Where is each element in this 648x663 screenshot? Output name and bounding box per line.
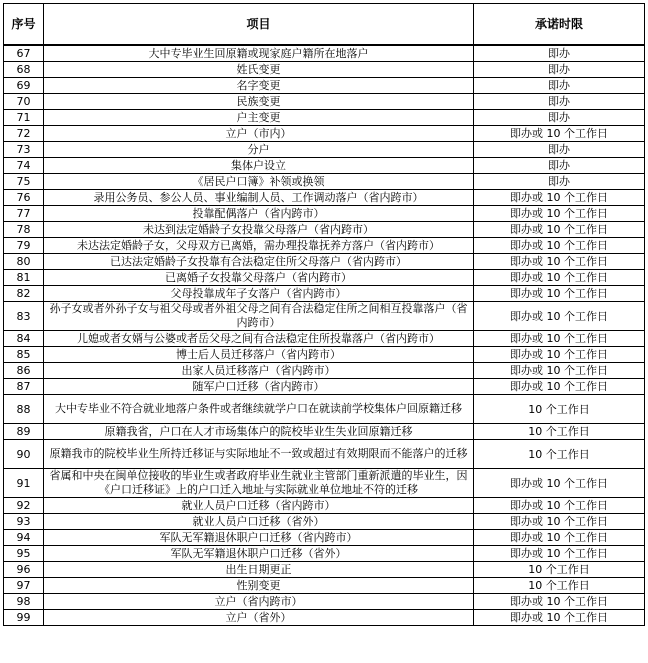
cell-item: 《居民户口簿》补领或换领 xyxy=(44,174,474,190)
cell-limit: 即办或 10 个工作日 xyxy=(474,254,645,270)
cell-item: 孙子女或者外孙子女与祖父母或者外祖父母之间有合法稳定住所之间相互投靠落户（省内跨市） xyxy=(44,302,474,331)
cell-limit: 即办或 10 个工作日 xyxy=(474,238,645,254)
cell-no: 67 xyxy=(4,45,44,62)
table-row xyxy=(4,363,645,379)
cell-limit: 即办 xyxy=(474,174,645,190)
cell-no: 72 xyxy=(4,126,44,142)
header-limit: 承诺时限 xyxy=(474,4,645,46)
table-row xyxy=(4,142,645,158)
cell-limit: 即办或 10 个工作日 xyxy=(474,610,645,626)
table-row xyxy=(4,469,645,498)
cell-item: 省属和中央在闽单位接收的毕业生或者政府毕业生就业主管部门重新派遣的毕业生，因《户口迁移证》上的户口迁入地址与实际就业单位地址不符的迁移 xyxy=(44,469,474,498)
cell-item: 姓氏变更 xyxy=(44,62,474,78)
cell-limit: 即办或 10 个工作日 xyxy=(474,594,645,610)
cell-item: 录用公务员、参公人员、事业编制人员、工作调动落户（省内跨市） xyxy=(44,190,474,206)
table-row xyxy=(4,110,645,126)
cell-item: 未达到法定婚龄子女投靠父母落户（省内跨市） xyxy=(44,222,474,238)
cell-no: 74 xyxy=(4,158,44,174)
cell-no: 78 xyxy=(4,222,44,238)
cell-no: 81 xyxy=(4,270,44,286)
table-row xyxy=(4,594,645,610)
cell-limit: 即办或 10 个工作日 xyxy=(474,498,645,514)
cell-no: 96 xyxy=(4,562,44,578)
cell-no: 93 xyxy=(4,514,44,530)
cell-no: 84 xyxy=(4,331,44,347)
table-row xyxy=(4,424,645,440)
cell-no: 83 xyxy=(4,302,44,331)
cell-no: 95 xyxy=(4,546,44,562)
table-row xyxy=(4,546,645,562)
table-row xyxy=(4,498,645,514)
cell-limit: 即办或 10 个工作日 xyxy=(474,331,645,347)
cell-no: 89 xyxy=(4,424,44,440)
cell-no: 90 xyxy=(4,440,44,469)
table-row xyxy=(4,562,645,578)
cell-limit: 即办或 10 个工作日 xyxy=(474,514,645,530)
cell-no: 69 xyxy=(4,78,44,94)
cell-limit: 即办 xyxy=(474,62,645,78)
cell-item: 大中专毕业生回原籍或现家庭户籍所在地落户 xyxy=(44,45,474,62)
table-body xyxy=(4,45,645,626)
cell-limit: 10 个工作日 xyxy=(474,440,645,469)
cell-limit: 即办或 10 个工作日 xyxy=(474,126,645,142)
table-row xyxy=(4,238,645,254)
cell-item: 随军户口迁移（省内跨市） xyxy=(44,379,474,395)
table-row xyxy=(4,254,645,270)
cell-item: 集体户设立 xyxy=(44,158,474,174)
header-no: 序号 xyxy=(4,4,44,46)
cell-limit: 即办或 10 个工作日 xyxy=(474,302,645,331)
cell-item: 立户（省外） xyxy=(44,610,474,626)
cell-no: 88 xyxy=(4,395,44,424)
cell-no: 91 xyxy=(4,469,44,498)
cell-limit: 即办或 10 个工作日 xyxy=(474,206,645,222)
cell-no: 70 xyxy=(4,94,44,110)
table-row xyxy=(4,530,645,546)
cell-no: 98 xyxy=(4,594,44,610)
cell-item: 分户 xyxy=(44,142,474,158)
table-row xyxy=(4,395,645,424)
cell-no: 80 xyxy=(4,254,44,270)
cell-item: 投靠配偶落户（省内跨市） xyxy=(44,206,474,222)
table-row xyxy=(4,222,645,238)
cell-item: 已达法定婚龄子女投靠有合法稳定住所父母落户（省内跨市） xyxy=(44,254,474,270)
cell-limit: 即办或 10 个工作日 xyxy=(474,379,645,395)
cell-limit: 即办 xyxy=(474,110,645,126)
cell-item: 儿媳或者女婿与公婆或者岳父母之间有合法稳定住所投靠落户（省内跨市） xyxy=(44,331,474,347)
cell-limit: 即办 xyxy=(474,94,645,110)
table-row xyxy=(4,62,645,78)
cell-item: 原籍我市的院校毕业生所持迁移证与实际地址不一致或超过有效期限而不能落户的迁移 xyxy=(44,440,474,469)
table-row xyxy=(4,126,645,142)
cell-no: 77 xyxy=(4,206,44,222)
table-row xyxy=(4,206,645,222)
cell-limit: 即办 xyxy=(474,158,645,174)
table-row xyxy=(4,158,645,174)
table-row xyxy=(4,379,645,395)
cell-no: 92 xyxy=(4,498,44,514)
cell-item: 名字变更 xyxy=(44,78,474,94)
cell-item: 大中专毕业不符合就业地落户条件或者继续就学户口在就读前学校集体户回原籍迁移 xyxy=(44,395,474,424)
cell-limit: 即办或 10 个工作日 xyxy=(474,222,645,238)
cell-no: 79 xyxy=(4,238,44,254)
table-row xyxy=(4,331,645,347)
cell-item: 就业人员户口迁移（省外） xyxy=(44,514,474,530)
cell-no: 85 xyxy=(4,347,44,363)
cell-item: 性别变更 xyxy=(44,578,474,594)
cell-limit: 10 个工作日 xyxy=(474,562,645,578)
cell-no: 68 xyxy=(4,62,44,78)
cell-no: 86 xyxy=(4,363,44,379)
cell-item: 立户（市内） xyxy=(44,126,474,142)
cell-limit: 即办或 10 个工作日 xyxy=(474,347,645,363)
table-row xyxy=(4,610,645,626)
table-row xyxy=(4,270,645,286)
table-row xyxy=(4,578,645,594)
cell-item: 博士后人员迁移落户（省内跨市） xyxy=(44,347,474,363)
table-row xyxy=(4,78,645,94)
cell-item: 父母投靠成年子女落户（省内跨市） xyxy=(44,286,474,302)
cell-item: 出生日期更正 xyxy=(44,562,474,578)
cell-item: 民族变更 xyxy=(44,94,474,110)
cell-item: 已离婚子女投靠父母落户（省内跨市） xyxy=(44,270,474,286)
table-row xyxy=(4,45,645,62)
table-row xyxy=(4,514,645,530)
cell-item: 军队无军籍退休职户口迁移（省外） xyxy=(44,546,474,562)
cell-limit: 即办或 10 个工作日 xyxy=(474,190,645,206)
table-row xyxy=(4,174,645,190)
cell-limit: 即办 xyxy=(474,78,645,94)
cell-item: 原籍我省，户口在人才市场集体户的院校毕业生失业回原籍迁移 xyxy=(44,424,474,440)
header-row xyxy=(4,4,645,46)
cell-item: 户主变更 xyxy=(44,110,474,126)
cell-limit: 即办或 10 个工作日 xyxy=(474,270,645,286)
cell-limit: 10 个工作日 xyxy=(474,395,645,424)
table-row xyxy=(4,94,645,110)
cell-no: 76 xyxy=(4,190,44,206)
cell-limit: 即办 xyxy=(474,45,645,62)
header-item: 项目 xyxy=(44,4,474,46)
table-row xyxy=(4,286,645,302)
table-row xyxy=(4,347,645,363)
table-row xyxy=(4,440,645,469)
cell-no: 75 xyxy=(4,174,44,190)
cell-item: 军队无军籍退休职户口迁移（省内跨市） xyxy=(44,530,474,546)
cell-item: 立户（省内跨市） xyxy=(44,594,474,610)
cell-limit: 10 个工作日 xyxy=(474,424,645,440)
cell-no: 97 xyxy=(4,578,44,594)
cell-limit: 即办或 10 个工作日 xyxy=(474,286,645,302)
cell-limit: 即办或 10 个工作日 xyxy=(474,363,645,379)
cell-item: 出家人员迁移落户（省内跨市） xyxy=(44,363,474,379)
cell-limit: 即办 xyxy=(474,142,645,158)
cell-no: 71 xyxy=(4,110,44,126)
table-row xyxy=(4,302,645,331)
cell-no: 87 xyxy=(4,379,44,395)
cell-no: 73 xyxy=(4,142,44,158)
cell-no: 99 xyxy=(4,610,44,626)
cell-limit: 即办或 10 个工作日 xyxy=(474,469,645,498)
cell-item: 就业人员户口迁移（省内跨市） xyxy=(44,498,474,514)
cell-no: 94 xyxy=(4,530,44,546)
cell-limit: 即办或 10 个工作日 xyxy=(474,530,645,546)
table-row xyxy=(4,190,645,206)
cell-no: 82 xyxy=(4,286,44,302)
cell-limit: 10 个工作日 xyxy=(474,578,645,594)
cell-item: 未达法定婚龄子女，父母双方已离婚，需办理投靠抚养方落户（省内跨市） xyxy=(44,238,474,254)
cell-limit: 即办或 10 个工作日 xyxy=(474,546,645,562)
promise-time-table xyxy=(3,3,645,626)
